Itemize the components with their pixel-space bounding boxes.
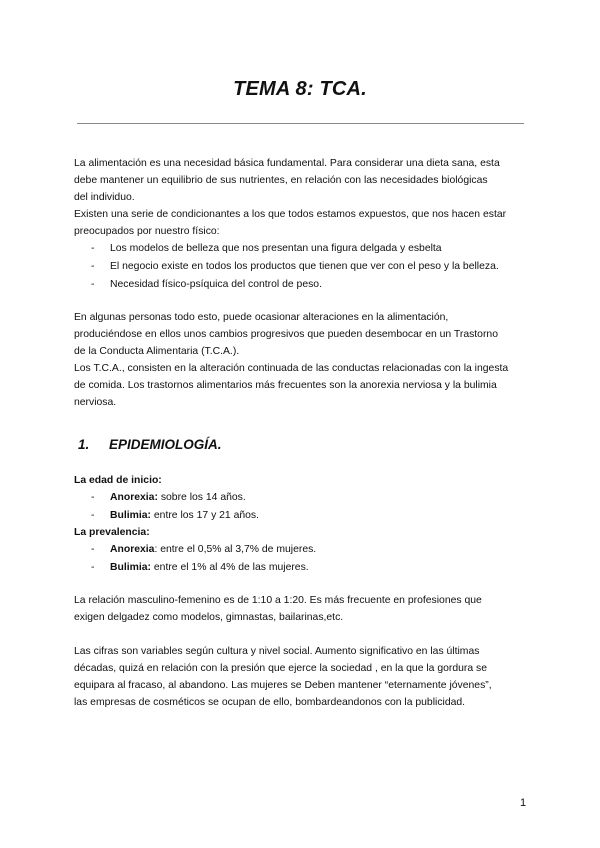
intro-line: Existen una serie de condicionantes a los que todos estamos expuestos, que nos hacen estar [74,209,507,220]
list-item-text: sobre los 14 años. [157,492,246,503]
intro-line: preocupados por nuestro físico: [74,226,220,237]
list-item-term: Bulimia: [110,562,151,573]
list-item-text: : entre el 0,5% al 3,7% de mujeres. [154,544,317,555]
title-divider [77,123,524,124]
bullet-dash: - [91,261,95,272]
social-line: equipara al fracaso, al abandono. Las mujeres se Deben mantener “eternamente jóvenes”, [74,680,492,691]
intro-line: debe mantener un equilibrio de sus nutrientes, en relación con las necesidades biológicas [74,175,488,186]
prevalence-label: La prevalencia: [74,527,150,538]
intro-line: del individuo. [74,192,135,203]
list-item-text: Necesidad físico-psíquica del control de peso. [110,279,322,290]
section-heading [78,437,222,452]
bullet-dash: - [91,562,95,573]
page-title: TEMA 8: TCA. [233,78,367,100]
list-item-text: entre los 17 y 21 años. [151,510,260,521]
onset-label: La edad de inicio: [74,475,162,486]
bullet-dash: - [91,510,95,521]
list-item-term: Anorexia [110,544,155,555]
tca-line: Los T.C.A., consisten en la alteración continuada de las conductas relacionadas con la ingesta [74,363,509,374]
tca-line: En algunas personas todo esto, puede ocasionar alteraciones en la alimentación, [74,312,449,323]
list-item-term: Anorexia: [110,492,158,503]
list-item-text: Los modelos de belleza que nos presentan una figura delgada y esbelta [110,243,442,254]
page-number: 1 [520,797,527,809]
bullet-dash: - [91,544,95,555]
ratio-line: La relación masculino-femenino es de 1:10 a 1:20. Es más frecuente en profesiones que [74,595,482,606]
bullet-dash: - [91,243,95,254]
bullet-dash: - [91,279,95,290]
section-number: 1. [78,437,90,452]
social-line: Las cifras son variables según cultura y nivel social. Aumento significativo en las últimas [74,646,480,657]
intro-line: La alimentación es una necesidad básica fundamental. Para considerar una dieta sana, esta [74,158,500,169]
tca-line: nerviosa. [74,397,117,408]
tca-line: de comida. Los trastornos alimentarios más frecuentes son la anorexia nerviosa y la bulimia [74,380,497,391]
bullet-dash: - [91,492,95,503]
list-item-term: Bulimia: [110,510,151,521]
tca-line: produciéndose en ellos unos cambios progresivos que pueden desembocar en un Trastorno [74,329,498,340]
ratio-line: exigen delgadez como modelos, gimnastas, bailarinas,etc. [74,612,344,623]
list-item-text: entre el 1% al 4% de las mujeres. [151,562,309,573]
tca-line: de la Conducta Alimentaria (T.C.A.). [74,346,240,357]
list-item-text: El negocio existe en todos los productos que tienen que ver con el peso y la belleza. [110,261,499,272]
social-line: décadas, quizá en relación con la presión que ejerce la sociedad , en la que la gordura se [74,663,488,674]
social-line: las empresas de cosméticos se ocupan de ello, bombardeandonos con la publicidad. [74,697,466,708]
section-title: EPIDEMIOLOGÍA. [109,437,222,452]
